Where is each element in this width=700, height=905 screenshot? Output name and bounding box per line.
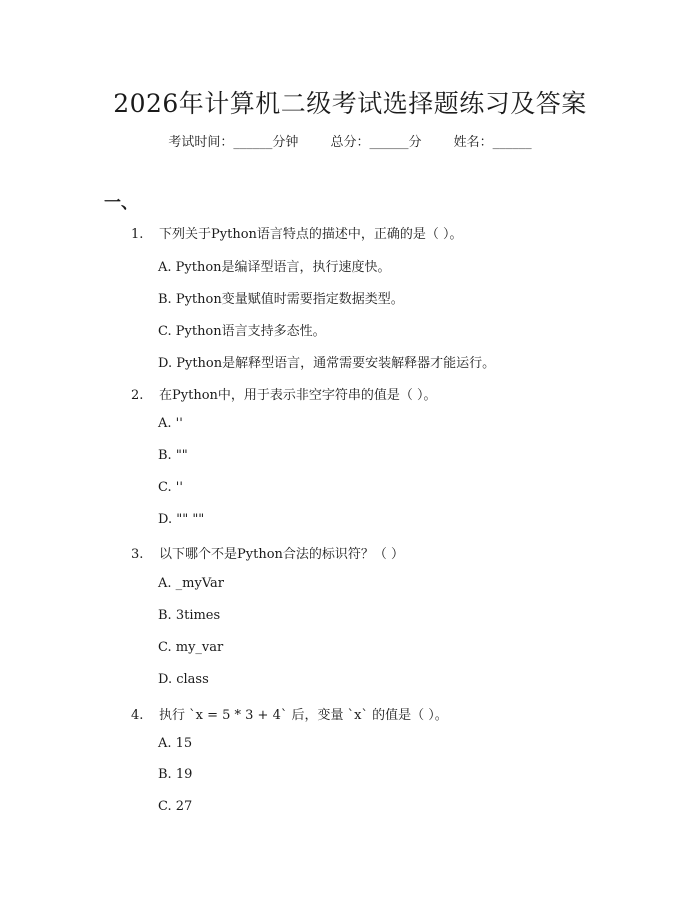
question-3-option-a: A. _myVar: [158, 576, 224, 591]
question-number: 4.: [131, 708, 144, 723]
question-3-option-c: C. my_var: [158, 640, 224, 655]
question-1-option-c: C. Python语言支持多态性。: [158, 324, 326, 339]
exam-time-field: 考试时间：______分钟: [168, 135, 299, 150]
question-4-option-b: B. 19: [158, 767, 193, 782]
question-2-option-c: C. '': [158, 480, 183, 495]
question-3-option-b: B. 3times: [158, 608, 221, 623]
question-4-option-a: A. 15: [158, 736, 193, 751]
question-text: 下列关于Python语言特点的描述中，正确的是（ ）。: [159, 227, 463, 242]
question-1-option-b: B. Python变量赋值时需要指定数据类型。: [158, 292, 404, 307]
name-field: 姓名：______: [453, 135, 532, 150]
question-1-option-a: A. Python是编译型语言，执行速度快。: [158, 260, 391, 275]
question-3-option-d: D. class: [158, 672, 209, 687]
document-title: 2026年计算机二级考试选择题练习及答案: [113, 89, 587, 118]
question-1: [131, 223, 463, 242]
question-1-option-d: D. Python是解释型语言，通常需要安装解释器才能运行。: [158, 356, 496, 371]
question-text: 以下哪个不是Python合法的标识符？（ ）: [159, 547, 405, 562]
question-text: 执行 `x = 5 * 3 + 4` 后，变量 `x` 的值是（ ）。: [159, 708, 448, 723]
question-text: 在Python中，用于表示非空字符串的值是（ ）。: [159, 388, 437, 403]
section-heading: 一、: [104, 193, 138, 213]
question-2-option-a: A. '': [158, 416, 183, 431]
question-number: 3.: [131, 547, 144, 562]
question-2-option-d: D. "" "": [158, 512, 205, 527]
question-3: [131, 543, 404, 562]
question-4-option-c: C. 27: [158, 799, 193, 814]
question-2: [131, 384, 437, 403]
question-number: 1.: [131, 227, 144, 242]
question-4: [131, 704, 448, 723]
question-2-option-b: B. "": [158, 448, 188, 463]
total-score-field: 总分：______分: [330, 135, 422, 150]
exam-meta: [0, 131, 700, 150]
question-number: 2.: [131, 388, 144, 403]
